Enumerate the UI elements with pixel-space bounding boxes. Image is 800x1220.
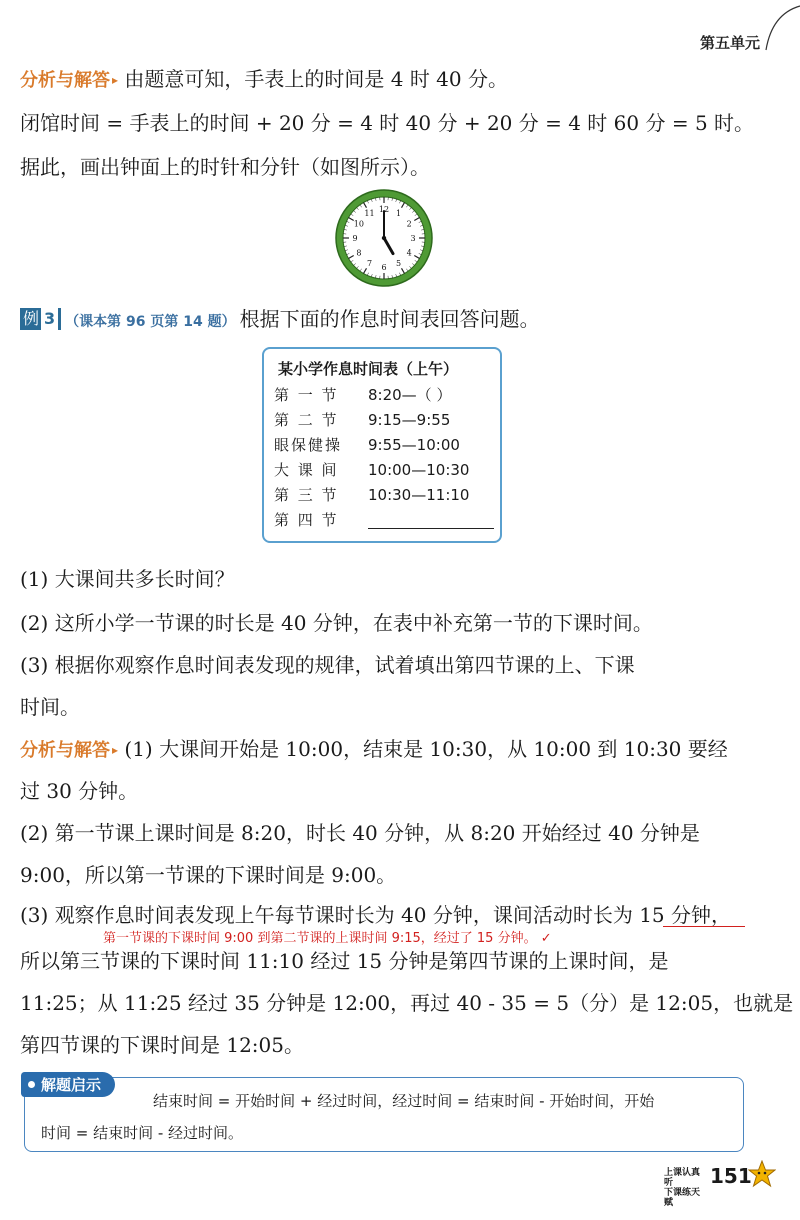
schedule-row: 第 三 节 10:30—11:10	[274, 486, 470, 504]
example-text: 根据下面的作息时间表回答问题。	[239, 307, 540, 331]
analysis-label: 分析与解答 ▸	[20, 70, 119, 91]
page-number: 151	[710, 1164, 752, 1188]
handwritten-underline	[663, 926, 745, 927]
clock-number: 5	[395, 259, 402, 269]
clock-number: 11	[364, 208, 375, 218]
tip-box	[24, 1077, 744, 1152]
schedule-row: 第 二 节 9:15—9:55	[274, 411, 451, 429]
schedule-row: 眼保健操 9:55—10:00	[274, 436, 460, 454]
question-3-line-1: (3) 根据你观察作息时间表发现的规律，试着填出第四节课的上、下课	[20, 653, 635, 677]
analysis-2-line-4: 9:00，所以第一节课的下课时间是 9:00。	[20, 863, 397, 887]
analysis-2-line-1	[20, 736, 728, 764]
clock-number: 3	[410, 234, 416, 243]
analysis-1-line-1	[20, 66, 508, 94]
clock-number: 10	[353, 219, 364, 229]
clock-number: 9	[352, 234, 358, 243]
analysis-2-line-2: 过 30 分钟。	[20, 779, 139, 803]
arrow-icon: ▸	[112, 743, 119, 757]
analysis-text: 由题意可知，手表上的时间是 4 时 40 分。	[124, 67, 508, 91]
question-1: (1) 大课间共多长时间？	[20, 567, 235, 591]
tip-text-line-2: 时间 = 结束时间 - 经过时间。	[41, 1124, 244, 1142]
clock-number: 6	[381, 263, 387, 272]
analysis-1-line-3: 据此，画出钟面上的时针和分针（如图所示）。	[20, 155, 430, 179]
header-corner-line	[762, 0, 800, 56]
analysis-1-line-2: 闭馆时间 = 手表上的时间 + 20 分 = 4 时 40 分 + 20 分 = 4 时 60 分 = 5 时。	[20, 111, 755, 135]
clock-number: 7	[366, 259, 373, 269]
schedule-row: 大 课 间 10:00—10:30	[274, 461, 470, 479]
footer-slogan: 上课认真听 下课练天赋	[664, 1168, 701, 1208]
clock-number: 4	[406, 248, 412, 258]
schedule-table	[262, 347, 502, 543]
example-badge: 例 3	[20, 308, 61, 330]
clock-number: 12	[378, 205, 390, 214]
schedule-row: 第 一 节 8:20—（ ）	[274, 386, 452, 404]
clock-number: 8	[356, 248, 362, 258]
clock-face	[334, 188, 434, 288]
analysis-text: (1) 大课间开始是 10:00，结束是 10:30，从 10:00 到 10:30 要经	[124, 737, 728, 761]
textbook-reference: （课本第 96 页第 14 题）	[65, 314, 236, 330]
clock-number: 1	[395, 208, 402, 218]
analysis-2-line-8: 第四节课的下课时间是 12:05。	[20, 1033, 304, 1057]
clock-number: 2	[406, 219, 412, 229]
question-2: (2) 这所小学一节课的时长是 40 分钟，在表中补充第一节的下课时间。	[20, 611, 653, 635]
fill-in-blank	[368, 528, 494, 529]
arrow-icon: ▸	[112, 73, 119, 87]
check-mark-icon: ✓	[536, 931, 552, 946]
schedule-title: 某小学作息时间表（上午）	[278, 360, 459, 378]
tip-label: 解题启示	[21, 1072, 115, 1097]
analysis-2-line-3: (2) 第一节课上课时间是 8:20，时长 40 分钟，从 8:20 开始经过 40 分钟是	[20, 821, 700, 845]
schedule-row: 第 四 节	[274, 508, 494, 532]
handwritten-note: 第一节课的下课时间 9:00 到第二节课的上课时间 9:15，经过了 15 分钟。 ✓	[103, 931, 552, 946]
example-3-heading	[20, 306, 540, 335]
analysis-2-line-6: 所以第三节课的下课时间 11:10 经过 15 分钟是第四节课的上课时间，是	[20, 949, 669, 973]
tip-text-line-1: 结束时间 = 开始时间 + 经过时间，经过时间 = 结束时间 - 开始时间，开始	[153, 1092, 655, 1110]
unit-title: 第五单元	[699, 34, 760, 52]
star-mascot-icon	[748, 1160, 776, 1190]
question-3-line-2: 时间。	[20, 695, 80, 719]
analysis-2-line-5: (3) 观察作息时间表发现上午每节课时长为 40 分钟，课间活动时长为 15 分钟，	[20, 903, 732, 927]
analysis-label: 分析与解答 ▸	[20, 740, 119, 761]
analysis-2-line-7: 11:25；从 11:25 经过 35 分钟是 12:00，再过 40 - 35 = 5（分）是 12:05，也就是	[20, 991, 794, 1015]
